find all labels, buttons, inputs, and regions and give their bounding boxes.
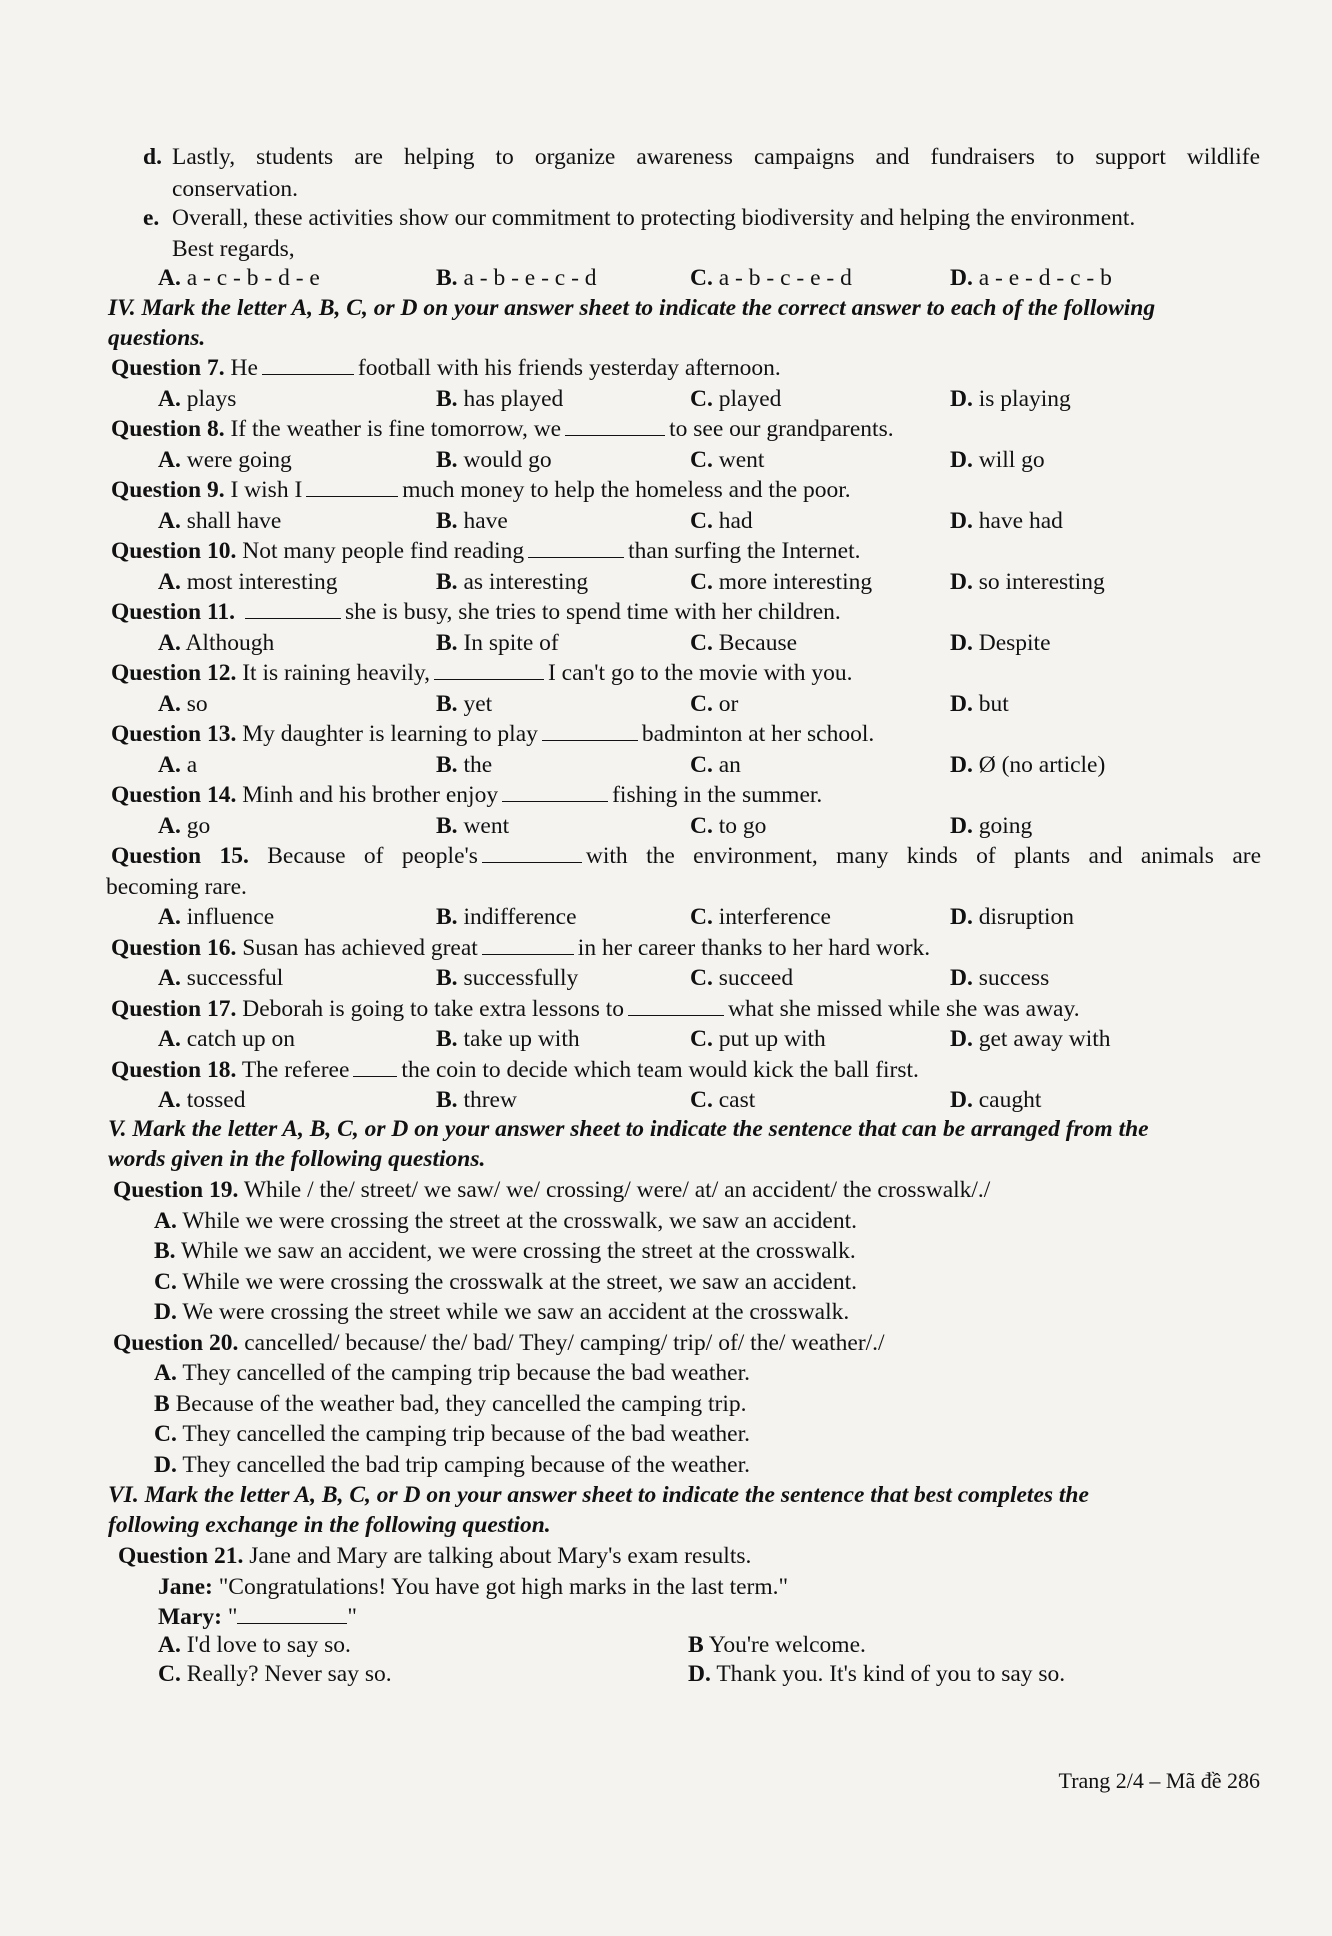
question-stem <box>111 994 1080 1024</box>
section-vi-heading-line2: following exchange in the following question. <box>108 1512 551 1538</box>
option-a: A. catch up on <box>158 1026 296 1052</box>
option-d: D. will go <box>950 446 1045 473</box>
question-stem <box>111 719 874 749</box>
option-b: B. have <box>436 507 508 534</box>
option-d: D. caught <box>950 1087 1042 1113</box>
question-text-cont: becoming rare. <box>106 873 247 900</box>
option-a: A. tossed <box>158 1087 246 1113</box>
question-stem <box>111 841 1261 871</box>
section-v-heading-line1: V. Mark the letter A, B, C, or D on your answer sheet to indicate the sentence that can be arranged from the <box>108 1116 1149 1142</box>
option-a: A. so <box>158 690 208 717</box>
question-stem <box>111 475 851 505</box>
speaker-jane: Jane: <box>158 1574 213 1600</box>
option-c: C. Really? Never say so. <box>158 1661 392 1687</box>
answer-blank <box>542 739 638 741</box>
question-text-after: badminton at her school. <box>641 721 875 747</box>
question-stem <box>111 353 781 383</box>
question-text-after: much money to help the homeless and the poor. <box>402 477 851 503</box>
option-b: B. In spite of <box>436 629 559 656</box>
answer-blank <box>628 1014 724 1016</box>
answer-blank <box>482 861 582 863</box>
option-a: A. influence <box>158 904 275 930</box>
option-b: B. successfully <box>436 965 579 991</box>
answer-blank <box>353 1075 397 1077</box>
option-a: A. most interesting <box>158 568 338 595</box>
option-d: D. so interesting <box>950 568 1105 595</box>
option-b: B. as interesting <box>436 568 589 595</box>
option-c: C. cast <box>690 1087 756 1113</box>
mary-dialogue: Mary: " " <box>158 1604 357 1630</box>
question-text-after: football with his friends yesterday afternoon. <box>357 355 781 381</box>
question-text-after: fishing in the summer. <box>612 782 823 808</box>
question-label: Question 11. <box>111 599 236 625</box>
item-d-label: d. <box>143 144 162 170</box>
question-text-after: the coin to decide which team would kick the ball first. <box>401 1056 919 1083</box>
option-c: C. went <box>690 446 765 473</box>
option-c: C. put up with <box>690 1026 826 1052</box>
option-b: B. would go <box>436 446 552 473</box>
question-label: Question 14. <box>111 782 237 808</box>
option-c: C. more interesting <box>690 568 873 595</box>
option-b: B. yet <box>436 690 493 717</box>
question-text-after: she is busy, she tries to spend time with her children. <box>344 599 841 625</box>
option-c: C. or <box>690 690 739 717</box>
option-c: C. interference <box>690 904 831 930</box>
question-label: Question 15. <box>111 843 249 869</box>
option-d: D. a - e - d - c - b <box>950 265 1112 291</box>
question-text-before: Deborah is going to take extra lessons to <box>242 995 625 1022</box>
option-d: D. but <box>950 690 1009 717</box>
option-c: C. a - b - c - e - d <box>690 265 852 291</box>
question-text-before: Not many people find reading <box>242 538 525 564</box>
answer-blank <box>502 800 608 802</box>
question-label: Question 8. <box>111 416 225 442</box>
option-a: A. Although <box>158 629 275 656</box>
question-text-before: Because of people's <box>267 843 478 869</box>
question-text-before: If the weather is fine tomorrow, we <box>230 416 562 442</box>
section-v-heading-line2: words given in the following questions. <box>108 1146 486 1172</box>
question-label: Question 10. <box>111 538 237 564</box>
option-b: B. threw <box>436 1087 517 1113</box>
question-label: Question 17. <box>111 995 237 1022</box>
question-stem <box>113 1175 990 1205</box>
option-c: C. succeed <box>690 965 794 991</box>
option-a: A. successful <box>158 965 284 991</box>
option-a: A. go <box>158 812 211 839</box>
question-label: Question 19. <box>113 1177 239 1203</box>
item-e-label: e. <box>143 205 160 231</box>
question-stem <box>111 1055 919 1085</box>
option-d: D. disruption <box>950 904 1075 930</box>
question-stem <box>111 597 841 627</box>
question-label: Question 16. <box>111 934 237 961</box>
option-b: B You're welcome. <box>688 1632 866 1658</box>
option-a: A. I'd love to say so. <box>158 1632 351 1658</box>
answer-blank <box>528 556 624 558</box>
question-label: Question 7. <box>111 355 225 381</box>
question-stem <box>113 1328 885 1358</box>
question-text-before: The referee <box>241 1056 350 1083</box>
speaker-mary: Mary: <box>158 1604 222 1630</box>
closing: Best regards, <box>172 236 295 262</box>
section-vi-heading-line1: VI. Mark the letter A, B, C, or D on your answer sheet to indicate the sentence that best completes the <box>108 1482 1089 1508</box>
question-text-before: I wish I <box>230 477 303 503</box>
option-d: D. success <box>950 965 1050 991</box>
exam-page: d. Lastly, students are helping to organize awareness campaigns and fundraisers to support wildlife conservation. e. Overall, these activities show our commitment to protecting biodiversity and helping the environment. Best regards, A. a - c - b - d - e B. a - b - e - c - d C. a - b - c - e - d D. a - e - d - c - b IV. Mark the letter A, B, C, or D on your answer sheet to indicate the correct answer to each of the following questions. Question 7. He football with his friends yesterday afternoon. A. plays B. has played C. played D. is playing Question 8. If the weather is fine tomorrow, we to see our grandparents. A. were going B. would go C. went D. will go Question 9. I wish I much money to help the homeless and the poor. A. shall have B. have C. had D. have had Question 10. Not many people find reading than surfing the Internet. A. most interesting B. as interesting C. more interesting D. so interesting Question 11. she is busy, she tries to spend time with her children. A. Although B. In spite of C. Because D. Despite Question 12. It is raining heavily, I can't go to the movie with you. A. so B. yet C. or D. but Question 13. My daughter is learning to play badminton at her school. A. a B. the C. an D. Ø (no article) Question 14. Minh and his brother enjoy fishing in the summer. A. go B. went C. to go D. going Question 15. Because of people's with the environment, many kinds of plants and animals are becoming rare. A. influence B. indifference C. interference D. disruption Question 16. Susan has achieved great in her career thanks to her hard work. A. successful B. successfully C. succeed D. success Question 17. Deborah is going to take extra lessons to what she missed while she was away. A. catch up on B. take up with C. put up with D. get away with Question 18. The referee the coin to decide which team would kick the ball first. A. tossed B. threw C. cast D. caught V. Mark the letter A, B, C, or D on your answer sheet to indicate the sentence that can be arranged from the words given in the following questions. Question 19. While / the/ street/ we saw/ we/ crossing/ were/ at/ an accident/ the crosswalk/./ A. While we were crossing the street at the crosswalk, we saw an accident. B. While we saw an accident, we were crossing the street at the crosswalk. C. While we were crossing the crosswalk at the street, we saw an accident. D. We were crossing the street while we saw an accident at the crosswalk. Question 20. cancelled/ because/ the/ bad/ They/ camping/ trip/ of/ the/ weather/./ A. They cancelled of the camping trip because the bad weather. B Because of the weather bad, they cancelled the camping trip. C. They cancelled the camping trip because of the bad weather. D. They cancelled the bad trip camping because of the weather. VI. Mark the letter A, B, C, or D on your answer sheet to indicate the sentence that best completes the following exchange in the following question. Question 21. Jane and Mary are talking about Mary's exam results. Jane: "Congratulations! You have got high marks in the last term." Mary: " " A. I'd love to say so. B You're welcome. C. Really? Never say so. D. Thank you. It's kind of you to say so. Trang 2/4 – Mã đề 286 <box>106 144 1262 1793</box>
option-b: B. a - b - e - c - d <box>436 265 597 291</box>
question-text-after: with the environment, many kinds of plants and animals are <box>585 843 1262 869</box>
option-d: D. Thank you. It's kind of you to say so. <box>688 1661 1066 1687</box>
option-d: D. going <box>950 812 1033 839</box>
option-d: D. Ø (no article) <box>950 751 1106 778</box>
option-d: D. have had <box>950 507 1063 534</box>
question-text-after: in her career thanks to her hard work. <box>577 934 931 961</box>
question-stem <box>111 933 930 963</box>
option-c: C. an <box>690 751 741 778</box>
question-label: Question 9. <box>111 477 225 503</box>
option-a: A. plays <box>158 385 237 412</box>
answer-blank <box>245 617 341 619</box>
question-text-after: to see our grandparents. <box>669 416 894 442</box>
question-text-before: It is raining heavily, <box>242 660 430 686</box>
question-text-before: Minh and his brother enjoy <box>242 782 499 808</box>
option-c: C. played <box>690 385 782 412</box>
page-footer: Trang 2/4 – Mã đề 286 <box>1058 1768 1260 1793</box>
option-a: A. were going <box>158 446 292 473</box>
question-stem <box>111 414 894 444</box>
question-21-text: Question 21. Jane and Mary are talking about Mary's exam results. <box>118 1543 752 1569</box>
question-label: Question 20. <box>113 1329 239 1356</box>
option-c: C. to go <box>690 812 767 839</box>
question-label: Question 12. <box>111 660 237 686</box>
option-b: B. went <box>436 812 510 839</box>
question-text-before: My daughter is learning to play <box>242 721 538 747</box>
section-iv-heading-line2: questions. <box>108 325 206 351</box>
item-d-text-cont: conservation. <box>172 176 298 202</box>
question-stem <box>111 780 822 810</box>
option-c: C. Because <box>690 629 798 656</box>
option-b: B. take up with <box>436 1026 580 1052</box>
item-e-text: Overall, these activities show our commitment to protecting biodiversity and helping the environment. <box>172 205 1136 231</box>
question-stem <box>111 658 852 688</box>
question-text-after: what she missed while she was away. <box>728 995 1080 1022</box>
option-c: C. had <box>690 507 753 534</box>
question-text-before: Susan has achieved great <box>242 934 478 961</box>
option-b: B. indifference <box>436 904 577 930</box>
question-label: Question 21. <box>118 1543 244 1569</box>
answer-blank <box>482 953 574 955</box>
option-b: B. has played <box>436 385 564 412</box>
option-a: A. a <box>158 751 198 778</box>
question-label: Question 18. <box>111 1056 237 1083</box>
answer-blank <box>237 1622 347 1624</box>
question-text-after: than surfing the Internet. <box>628 538 861 564</box>
question-text-after: I can't go to the movie with you. <box>547 660 853 686</box>
question-prompt: cancelled/ because/ the/ bad/ They/ camping/ trip/ of/ the/ weather/./ <box>244 1329 885 1356</box>
option-d: D. Despite <box>950 629 1051 656</box>
option-a: A. a - c - b - d - e <box>158 265 320 291</box>
question-label: Question 13. <box>111 721 237 747</box>
question-prompt: While / the/ street/ we saw/ we/ crossing/ were/ at/ an accident/ the crosswalk/./ <box>243 1177 991 1203</box>
question-text-before: He <box>230 355 258 381</box>
section-iv-heading-line1: IV. Mark the letter A, B, C, or D on your answer sheet to indicate the correct answer to each of the following <box>108 295 1156 321</box>
answer-blank <box>306 495 398 497</box>
jane-dialogue: Jane: "Congratulations! You have got high marks in the last term." <box>158 1574 789 1600</box>
answer-blank <box>565 434 665 436</box>
answer-blank <box>434 678 544 680</box>
answer-blank <box>262 373 354 375</box>
option-d: D. is playing <box>950 385 1071 412</box>
option-d: D. get away with <box>950 1026 1111 1052</box>
option-b: B. the <box>436 751 493 778</box>
option-a: A. shall have <box>158 507 282 534</box>
question-stem <box>111 536 860 566</box>
item-d-text: Lastly, students are helping to organize awareness campaigns and fundraisers to support wildlife <box>172 144 1260 170</box>
